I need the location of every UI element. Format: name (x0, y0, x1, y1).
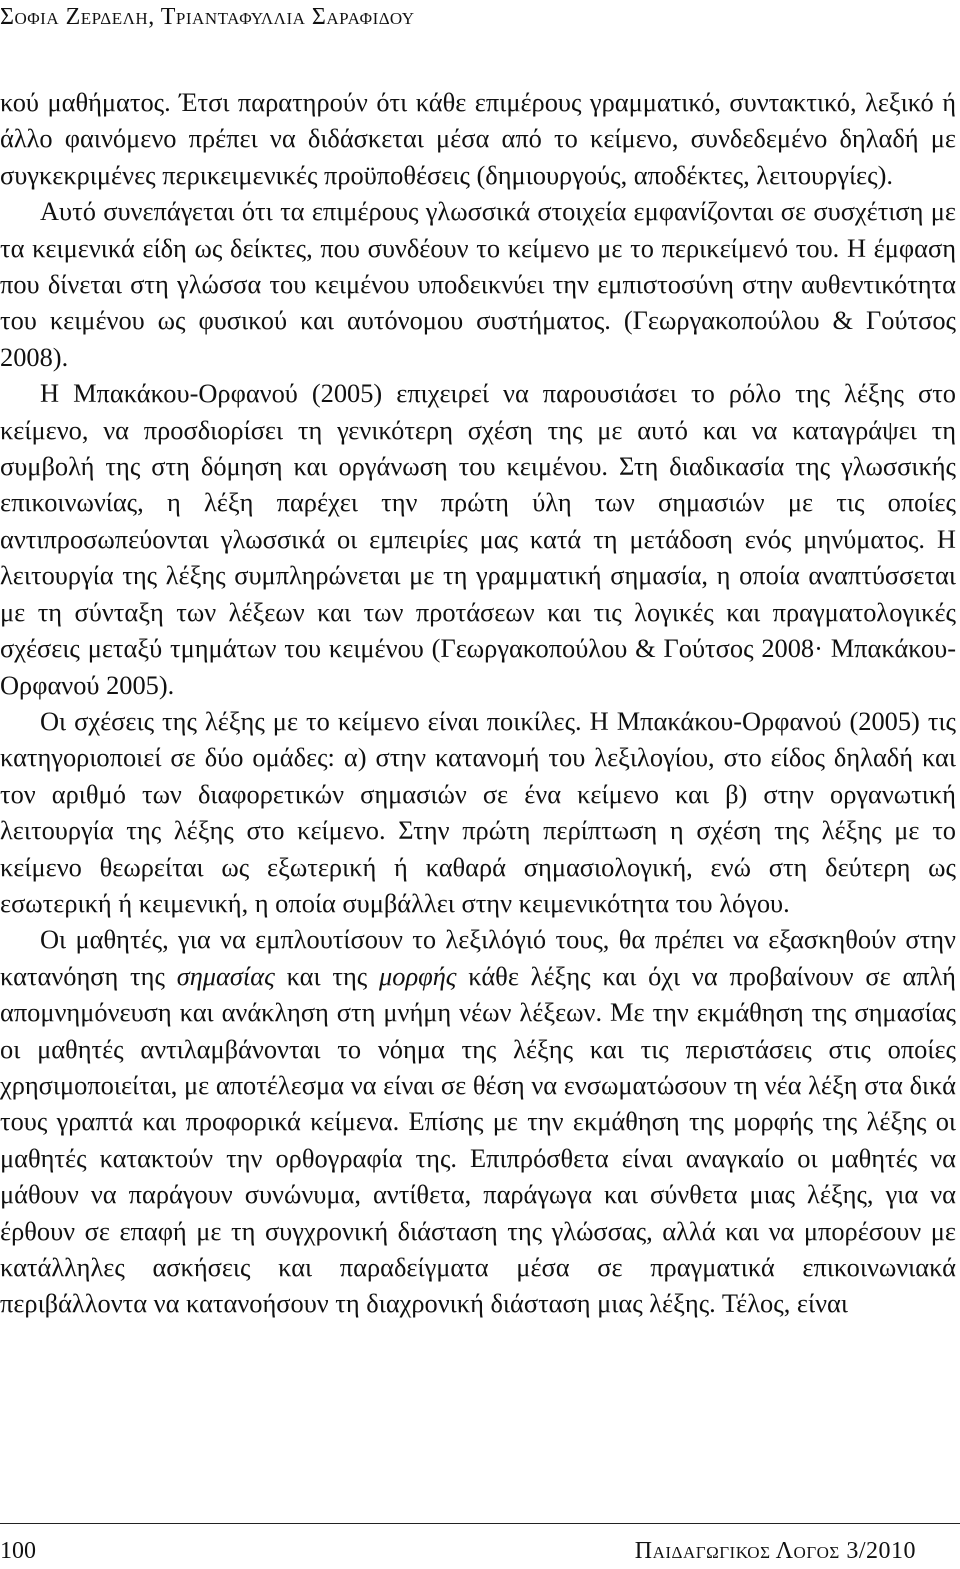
body-text (0, 84, 956, 1322)
page-number: 100 (0, 1538, 36, 1564)
footer-rule (0, 1523, 960, 1524)
running-header: Σοφια Ζερδελη, Τριανταφυλλια Σαραφιδου (0, 4, 415, 30)
paragraph: κού μαθήματος. Έτσι παρατηρούν ότι κάθε επιμέρους γραμματικό, συντακτικό, λεξικό ή άλλο φαινόμενο πρέπει να διδάσκεται μέσα από το κείμενο, συνδεδεμένο δηλαδή με συγκεκριμένες περικειμενικές προϋποθέσεις (δημιουργούς, αποδέκτες, λειτουργίες). (0, 87, 956, 190)
text-run: Οι μαθητές, για να εμπλουτίσουν το λεξιλόγιό τους, θα πρέπει να εξασκηθούν στην κατανόηση της (0, 924, 956, 991)
journal-title: Παιδαγωγικος Λογος 3/2010 (634, 1538, 916, 1564)
text-run: κάθε λέξης και όχι να προβαίνουν σε απλή απομνημόνευση και ανάκληση στη μνήμη νέων λέξεων. Με την εκμάθηση της σημασίας οι μαθητές αντιλαμβάνονται το νόημα της λέξης και τις περιστάσεις στις οποίες χρησιμοποιείται, με αποτέλεσμα να είναι σε θέση να ενσωματώσουν τη νέα λέξη στα δικά τους γραπτά και προφορικά κείμενα. Επίσης με την εκμάθηση της μορφής της λέξης οι μαθητές κατακτούν την ορθογραφία της. Επιπρόσθετα είναι αναγκαίο οι μαθητές να μάθουν να παράγουν συνώνυμα, αντίθετα, παράγωγα και σύνθετα μιας λέξης, για να έρθουν σε επαφή με τη συγχρονική διάσταση της γλώσσας, αλλά και να μπορέσουν με κατάλληλες ασκήσεις και παραδείγματα μέσα σε πραγματικά επικοινωνιακά περιβάλλοντα να κατανοήσουν τη διαχρονική διάσταση μιας λέξης. Τέλος, είναι (0, 960, 956, 1319)
paragraph: Η Μπακάκου-Ορφανού (2005) επιχειρεί να παρουσιάσει το ρόλο της λέξης στο κείμενο, να προσδιορίσει τη γενικότερη σχέση της με αυτό και να καταγράψει τη συμβολή της στη δόμηση και οργάνωση του κειμένου. Στη διαδικασία της γλωσσικής επικοινωνίας, η λέξη παρέχει την πρώτη ύλη των σημασιών με τις οποίες αντιπροσωπεύονται γλωσσικά οι εμπειρίες μας κατά τη μετάδοση ενός μηνύματος. Η λειτουργία της λέξης συμπληρώνεται με τη γραμματική σημασία, η οποία αναπτύσσεται με τη σύνταξη των λέξεων και των προτάσεων και τις λογικές και πραγματολογικές σχέσεις μεταξύ τμημάτων του κειμένου (Γεωργακοπούλου & Γούτσος 2008· Μπακάκου-Ορφανού 2005). (0, 378, 956, 700)
paragraph: Οι σχέσεις της λέξης με το κείμενο είναι ποικίλες. Η Μπακάκου-Ορφανού (2005) τις κατηγοριοποιεί σε δύο ομάδες: α) στην κατανομή του λεξιλογίου, στο είδος δηλαδή και τον αριθμό των διαφορετικών σημασιών σε ένα κείμενο και β) στην οργανωτική λειτουργία της λέξης στο κείμενο. Στην πρώτη περίπτωση η σχέση της λέξης με το κείμενο θεωρείται ως εξωτερική ή καθαρά σημασιολογική, ενώ στη δεύτερη ως εσωτερική ή κειμενική, η οποία συμβάλλει στην κειμενικότητα του λόγου. (0, 705, 956, 918)
text-run: και της (274, 960, 379, 991)
emphasized-term: μορφής (379, 960, 457, 991)
paragraph-last (0, 921, 956, 1321)
emphasized-term: σημασίας (176, 960, 275, 991)
paragraph: Αυτό συνεπάγεται ότι τα επιμέρους γλωσσικά στοιχεία εμφανίζονται σε συσχέτιση με τα κειμενικά είδη ως δείκτες, που συνδέουν το κείμενο με το περικείμενό του. Η έμφαση που δίνεται στη γλώσσα του κειμένου υποδεικνύει την εμπιστοσύνη στην αυθεντικότητα του κειμένου ως φυσικού και αυτόνομου συστήματος. (Γεωργακοπούλου & Γούτσος 2008). (0, 196, 956, 372)
